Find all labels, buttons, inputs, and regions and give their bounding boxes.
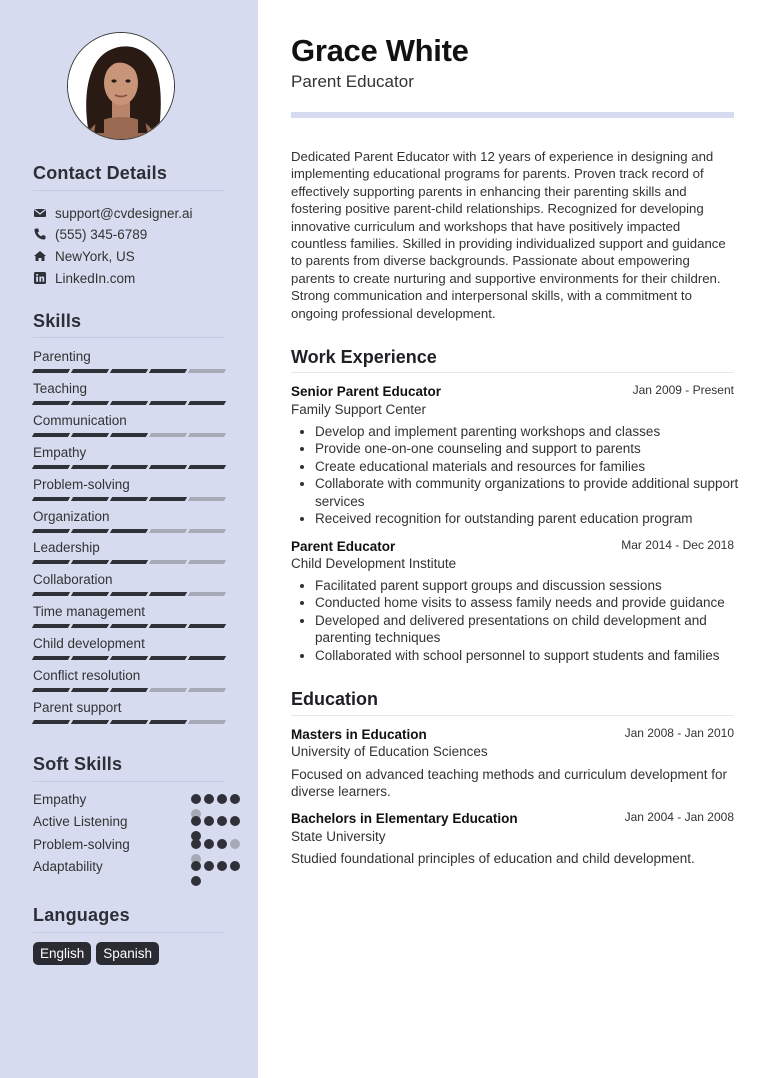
skill-level-bar (33, 592, 225, 596)
skill-level-segment (188, 401, 226, 405)
rating-dot (191, 794, 201, 804)
job-bullet: • Conducted home visits to assess family needs and provide guidance (315, 594, 755, 611)
job-bullets (291, 423, 755, 527)
skill-level-segment (188, 592, 226, 596)
soft-skills-section-title: Soft Skills (33, 754, 123, 774)
soft-skill-rating (191, 861, 247, 891)
skill-level-segment (110, 529, 148, 533)
skill-level-segment (149, 720, 187, 724)
rating-dot (217, 816, 227, 826)
job-bullet: • Facilitated parent support groups and discussion sessions (315, 577, 755, 594)
skill-level-segment (32, 401, 70, 405)
skill-name: Parenting (33, 349, 91, 364)
skill-level-segment (71, 497, 109, 501)
skill-level-bar (33, 656, 225, 660)
skill-level-segment (149, 497, 187, 501)
job-title: Parent Educator (291, 539, 396, 554)
job-bullet: • Collaborated with school personnel to support students and families (315, 647, 755, 664)
skill-level-segment (149, 624, 187, 628)
skill-level-segment (71, 656, 109, 660)
phone-icon (33, 227, 47, 241)
skill-name: Teaching (33, 380, 88, 396)
skill-item (33, 603, 225, 628)
job-bullet: • Collaborate with community organizations to provide additional support services (315, 475, 755, 510)
skill-item (33, 380, 225, 405)
skill-level-segment (110, 592, 148, 596)
skill-level-segment (188, 720, 226, 724)
skill-level-segment (149, 465, 187, 469)
skill-level-segment (32, 465, 70, 469)
skill-name: Organization (33, 508, 110, 524)
skill-level-segment (71, 401, 109, 405)
skill-level-segment (110, 465, 148, 469)
rating-dot (204, 816, 214, 826)
home-icon (33, 249, 47, 263)
skill-level-segment (71, 592, 109, 596)
skill-level-segment (32, 433, 70, 437)
skill-level-segment (71, 560, 109, 564)
skill-name: Collaboration (33, 572, 113, 588)
rating-dot (217, 839, 227, 849)
skill-level-segment (32, 720, 70, 724)
skill-name: Time management (33, 604, 146, 620)
skill-level-bar (33, 369, 225, 373)
skill-level-segment (149, 433, 187, 437)
skill-level-segment (32, 529, 70, 533)
school-name: University of Education Sciences (291, 744, 488, 759)
skill-level-segment (149, 529, 187, 533)
skill-level-bar (33, 465, 225, 469)
job-bullet: • Create educational materials and resources for families (315, 458, 755, 475)
skill-level-segment (149, 688, 187, 692)
soft-skills-divider (33, 781, 224, 782)
skill-level-segment (149, 656, 187, 660)
skill-item (33, 667, 225, 692)
skill-level-bar (33, 401, 225, 405)
profile-photo (68, 33, 174, 139)
skill-level-segment (188, 560, 226, 564)
skill-name: Parent support (33, 699, 122, 715)
job-bullets (291, 577, 755, 664)
skill-level-segment (188, 433, 226, 437)
skill-item (33, 571, 225, 596)
envelope-icon (33, 206, 47, 220)
skill-item (33, 508, 225, 533)
skill-level-segment (32, 624, 70, 628)
person-role: Parent Educator (291, 72, 414, 91)
skill-level-segment (188, 624, 226, 628)
skill-level-segment (110, 688, 148, 692)
skill-level-bar (33, 529, 225, 533)
job-bullet: • Provide one-on-one counseling and support to parents (315, 440, 755, 457)
skill-level-segment (32, 688, 70, 692)
rating-dot (191, 839, 201, 849)
skill-level-segment (149, 369, 187, 373)
contact-phone[interactable] (33, 226, 147, 242)
job-title: Senior Parent Educator (291, 384, 442, 399)
skill-level-segment (110, 433, 148, 437)
skill-level-bar (33, 497, 225, 501)
header-accent-bar (291, 112, 734, 118)
skill-name: Leadership (33, 540, 100, 556)
skill-level-segment (71, 433, 109, 437)
skill-item (33, 476, 225, 501)
soft-skill-name: Adaptability (33, 858, 103, 874)
skill-level-bar (33, 624, 225, 628)
linkedin-icon (33, 271, 47, 285)
skill-level-segment (71, 369, 109, 373)
rating-dot (230, 839, 240, 849)
skill-level-segment (71, 465, 109, 469)
degree-title: Bachelors in Elementary Education (291, 811, 518, 826)
rating-dot (191, 816, 201, 826)
skill-level-segment (110, 720, 148, 724)
contact-phone-text: (555) 345-6789 (55, 226, 148, 242)
skill-level-segment (71, 688, 109, 692)
rating-dot (191, 861, 201, 871)
rating-dot (230, 794, 240, 804)
degree-title: Masters in Education (291, 727, 427, 742)
languages-section-title: Languages (33, 905, 130, 925)
skill-name: Child development (33, 636, 145, 652)
skill-item (33, 444, 225, 469)
skill-level-bar (33, 720, 225, 724)
languages-divider (33, 932, 224, 933)
skill-item (33, 635, 225, 660)
profile-summary: Dedicated Parent Educator with 12 years of experience in designing and implementing educational programs for parents. Proven track record of effectively supporting parents in enhancing their parenting skills and fostering positive parent-child relationships. Recognized for developing innovative curriculum and workshops that have positively impacted countless families. Skilled in providing individualized support and guidance to parents from diverse backgrounds. Passionate about empowering parents to create nurturing and supportive environments for their children. Strong communication and interpersonal skills, with a commitment to ongoing professional development. (291, 149, 726, 321)
job-date: Mar 2014 - Dec 2018 (621, 538, 734, 552)
job-bullet: • Developed and delivered presentations on child development and parenting techniques (315, 612, 755, 647)
school-name: State University (291, 829, 386, 844)
skill-level-segment (71, 720, 109, 724)
skill-level-segment (32, 497, 70, 501)
rating-dot (230, 861, 240, 871)
skill-name: Empathy (33, 444, 87, 460)
contact-email-text: support@cvdesigner.ai (55, 205, 193, 221)
skills-section-title: Skills (33, 311, 82, 331)
skill-level-segment (188, 497, 226, 501)
contact-linkedin[interactable] (33, 270, 135, 286)
skill-level-segment (149, 401, 187, 405)
language-tag: Spanish (96, 942, 159, 965)
job-organization: Family Support Center (291, 402, 427, 417)
skill-level-segment (188, 688, 226, 692)
person-name: Grace White (291, 33, 469, 68)
skill-level-bar (33, 688, 225, 692)
rating-dot (204, 861, 214, 871)
contact-location-text: NewYork, US (55, 248, 135, 264)
skill-item (33, 539, 225, 564)
education-date: Jan 2008 - Jan 2010 (624, 726, 734, 740)
sidebar (0, 0, 258, 1078)
skill-level-segment (188, 369, 226, 373)
work-experience-title: Work Experience (291, 347, 437, 367)
skill-level-segment (71, 529, 109, 533)
skill-name: Communication (33, 412, 127, 428)
rating-dot (191, 876, 201, 886)
education-divider (291, 715, 734, 716)
contact-divider (33, 190, 224, 191)
skill-level-segment (110, 369, 148, 373)
skill-level-segment (149, 592, 187, 596)
skill-level-segment (32, 656, 70, 660)
skill-item (33, 348, 225, 373)
rating-dot (217, 794, 227, 804)
skill-name: Conflict resolution (33, 668, 141, 683)
skill-item (33, 412, 225, 437)
skill-level-segment (71, 624, 109, 628)
skill-level-segment (110, 624, 148, 628)
job-bullet: • Received recognition for outstanding parent education program (315, 510, 755, 527)
job-organization: Child Development Institute (291, 556, 457, 571)
rating-dot (230, 816, 240, 826)
skill-level-segment (110, 497, 148, 501)
soft-skill-name: Active Listening (33, 814, 128, 830)
skill-level-segment (188, 529, 226, 533)
education-description: Studied foundational principles of education and child development. (291, 851, 695, 866)
soft-skill-name: Empathy (33, 792, 87, 807)
work-experience-divider (291, 372, 734, 373)
skill-level-segment (188, 656, 226, 660)
contact-linkedin-text: LinkedIn.com (55, 270, 136, 286)
language-tag: English (33, 942, 91, 965)
soft-skill-item (33, 859, 223, 874)
soft-skill-name: Problem-solving (33, 836, 130, 852)
contact-location (33, 248, 135, 264)
skill-level-segment (32, 592, 70, 596)
portrait-illustration (68, 33, 174, 139)
skill-level-segment (149, 560, 187, 564)
soft-skill-item (33, 814, 223, 829)
skill-level-segment (110, 560, 148, 564)
skill-level-segment (110, 656, 148, 660)
skill-level-bar (33, 560, 225, 564)
education-date: Jan 2004 - Jan 2008 (624, 810, 734, 824)
soft-skill-item (33, 792, 223, 807)
contact-email[interactable] (33, 205, 193, 221)
skill-item (33, 699, 225, 724)
contact-section-title: Contact Details (33, 163, 168, 183)
skill-level-segment (110, 401, 148, 405)
rating-dot (204, 794, 214, 804)
education-description: Focused on advanced teaching methods and curriculum development for diverse learners. (291, 767, 728, 800)
skills-divider (33, 337, 224, 338)
job-bullet: • Develop and implement parenting workshops and classes (315, 423, 755, 440)
rating-dot (204, 839, 214, 849)
soft-skill-item (33, 837, 223, 852)
skill-level-bar (33, 433, 225, 437)
skill-level-segment (188, 465, 226, 469)
rating-dot (217, 861, 227, 871)
languages-list (33, 942, 159, 965)
skill-name: Problem-solving (33, 476, 130, 492)
skill-level-segment (32, 560, 70, 564)
education-title: Education (291, 689, 379, 709)
skill-level-segment (32, 369, 70, 373)
job-date: Jan 2009 - Present (632, 383, 734, 397)
